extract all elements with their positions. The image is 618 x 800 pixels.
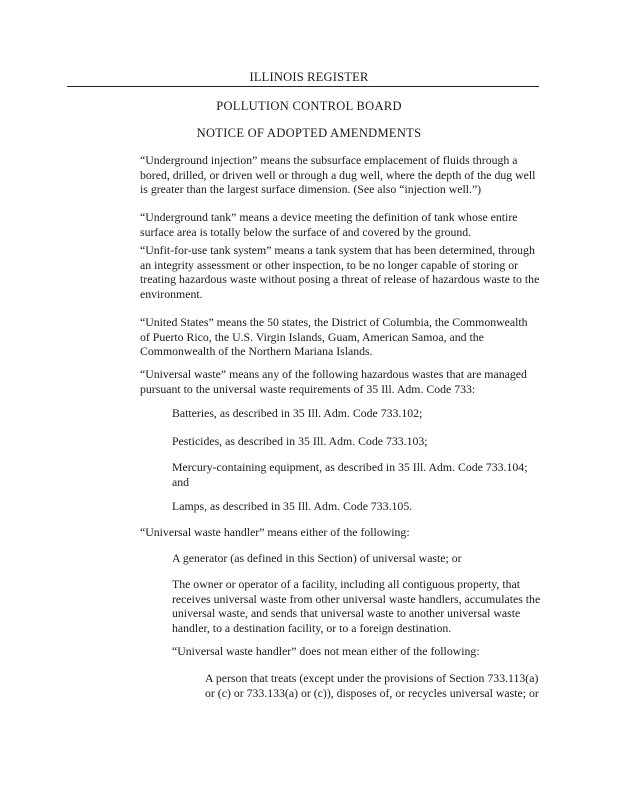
definition-universal-waste-handler: “Universal waste handler” means either of the following: [140,525,410,539]
register-title: ILLINOIS REGISTER [249,70,369,84]
universal-waste-lamps: Lamps, as described in 35 Ill. Adm. Code 733.105. [172,499,413,513]
handler-exclusions-intro: “Universal waste handler” does not mean either of the following: [172,644,480,658]
handler-exclusion-treater: A person that treats (except under the provisions of Section 733.113(a) or (c) or 733.133(a) or (c)), disposes of, or recycles universal waste; or [205,671,539,700]
board-title: POLLUTION CONTROL BOARD [216,99,402,113]
universal-waste-mercury: Mercury-containing equipment, as described in 35 Ill. Adm. Code 733.104; and [172,460,528,489]
definition-unfit-tank-system: “Unfit-for-use tank system” means a tank system that has been determined, through an integrity assessment or other inspection, to be no longer capable of storing or treating hazardous waste without posing a threat of release of hazardous waste to the environment. [140,243,540,301]
header-rule [67,86,539,87]
definition-underground-injection: “Underground injection” means the subsurface emplacement of fluids through a bored, drilled, or driven well or through a dug well, where the depth of the dug well is greater than the largest surface dimension. (See also “injection well.”) [140,153,536,197]
definition-united-states: “United States” means the 50 states, the District of Columbia, the Commonwealth of Puerto Rico, the U.S. Virgin Islands, Guam, American Samoa, and the Commonwealth of the Northern Mariana Islands. [140,315,528,359]
definition-universal-waste: “Universal waste” means any of the following hazardous wastes that are managed pursuant to the universal waste requirements of 35 Ill. Adm. Code 733: [140,367,527,396]
notice-title: NOTICE OF ADOPTED AMENDMENTS [196,126,422,140]
universal-waste-batteries: Batteries, as described in 35 Ill. Adm. Code 733.102; [172,406,423,420]
handler-generator: A generator (as defined in this Section) of universal waste; or [172,551,462,565]
universal-waste-pesticides: Pesticides, as described in 35 Ill. Adm. Code 733.103; [172,434,428,448]
handler-owner-operator: The owner or operator of a facility, including all contiguous property, that receives universal waste from other universal waste handlers, accumulates the universal waste, and sends that universal waste to another universal waste handler, to a destination facility, or to a foreign destination. [172,577,541,635]
definition-underground-tank: “Underground tank” means a device meeting the definition of tank whose entire surface area is totally below the surface of and covered by the ground. [140,210,518,239]
